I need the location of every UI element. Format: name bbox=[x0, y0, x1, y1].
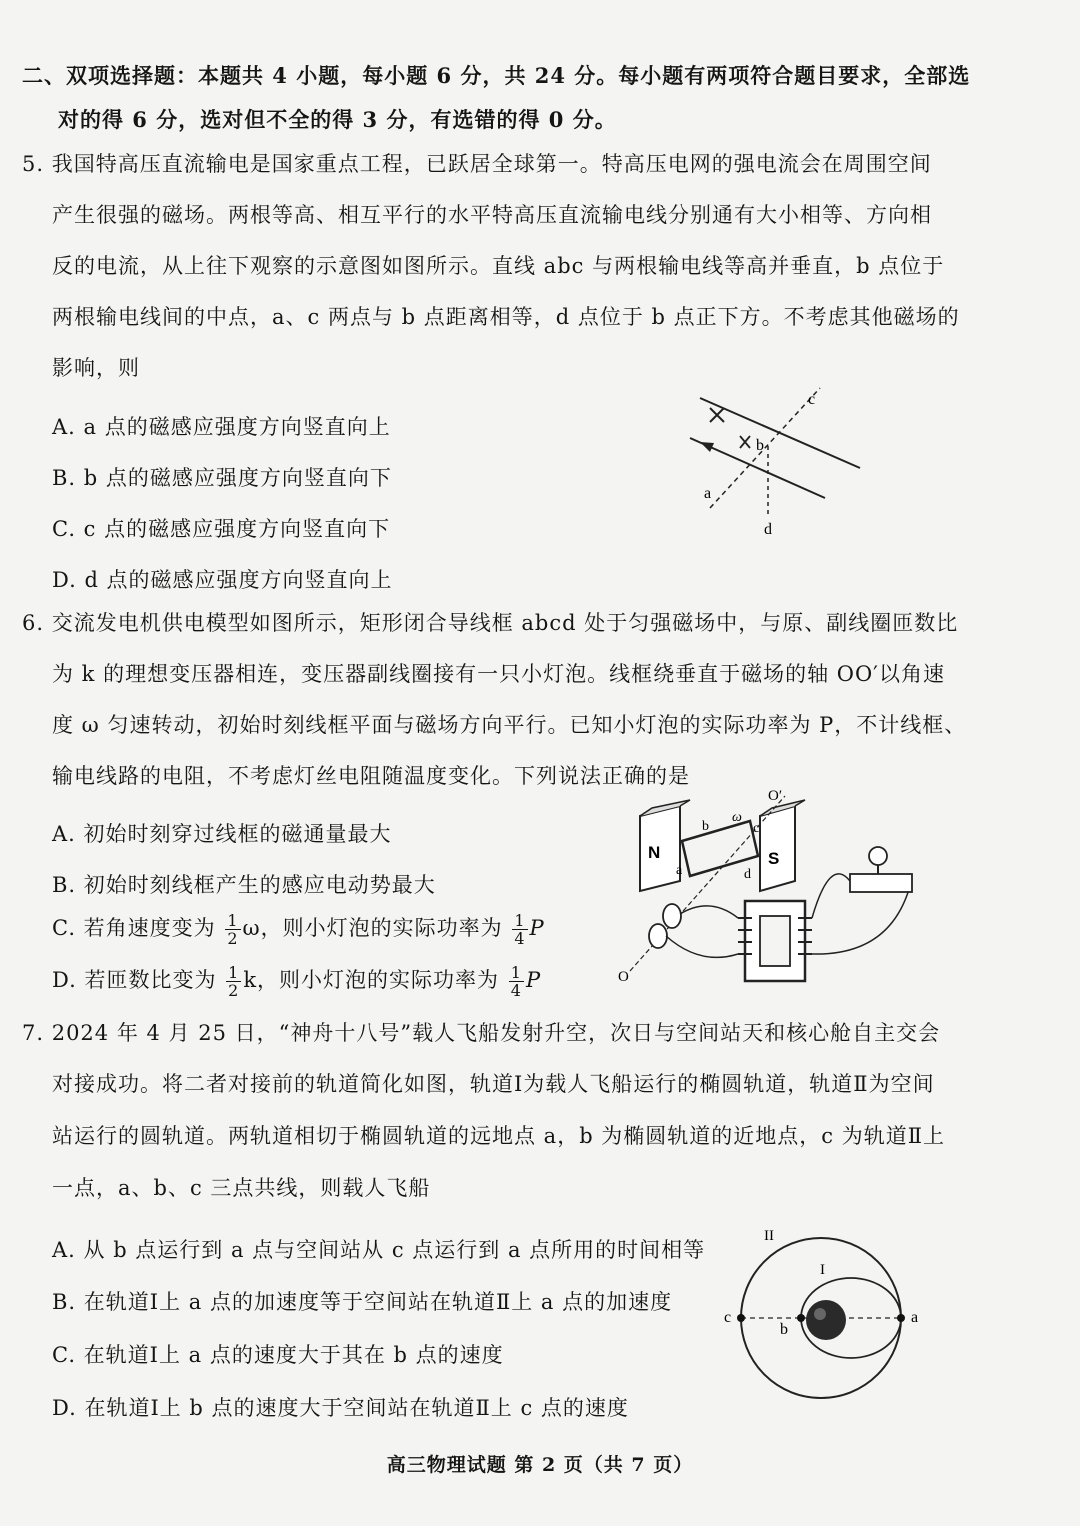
fraction-half: $\frac{1}{2}$ bbox=[228, 963, 240, 1000]
page-footer: 高三物理试题 第 2 页（共 7 页） bbox=[386, 1454, 694, 1476]
label-a: a bbox=[911, 1309, 919, 1326]
wire-4 bbox=[812, 886, 910, 954]
q6-option-b: B. 初始时刻线框产生的感应电动势最大 bbox=[52, 873, 436, 897]
q5-stem-3: 反的电流，从上往下观察的示意图如图所示。直线 abc 与两根输电线等高并垂直，b 点位于 bbox=[52, 254, 945, 278]
q7-option-b: B. 在轨道Ⅰ上 a 点的加速度等于空间站在轨道Ⅱ上 a 点的加速度 bbox=[52, 1290, 673, 1314]
q6-c-end: P bbox=[529, 916, 545, 940]
wire-1 bbox=[680, 906, 738, 918]
fraction-half: $\frac{1}{2}$ bbox=[227, 911, 239, 948]
label-d: d bbox=[764, 521, 772, 538]
wire-3 bbox=[812, 874, 850, 918]
q6-stem-2: 为 k 的理想变压器相连，变压器副线圈接有一只小灯泡。线框绕垂直于磁场的轴 OO′以角速 bbox=[52, 662, 945, 686]
bulb-base bbox=[850, 874, 912, 892]
q6-stem-3: 度 ω 匀速转动，初始时刻线框平面与磁场方向平行。已知小灯泡的实际功率为 P，不计线框、 bbox=[52, 713, 967, 737]
label-a: a bbox=[676, 863, 683, 878]
q7-orbit-figure bbox=[716, 1222, 936, 1412]
label-b: b bbox=[756, 437, 764, 454]
section-title-cont: 对的得 6 分，选对但不全的得 3 分，有选错的得 0 分。 bbox=[58, 107, 617, 132]
q7-stem-1: 7. 2024 年 4 月 25 日，“神舟十八号”载人飞船发射升空，次日与空间站天和核心舱自主交会 bbox=[22, 1021, 941, 1045]
label-i: I bbox=[820, 1262, 825, 1278]
q7-option-c: C. 在轨道Ⅰ上 a 点的速度大于其在 b 点的速度 bbox=[52, 1343, 504, 1367]
wire-2 bbox=[666, 936, 738, 957]
point-a bbox=[897, 1314, 905, 1322]
label-b: b bbox=[780, 1321, 788, 1338]
label-c: c bbox=[724, 1309, 732, 1326]
earth bbox=[806, 1300, 846, 1340]
q6-option-d bbox=[52, 964, 541, 999]
label-b: b bbox=[702, 819, 709, 834]
slip-ring-1 bbox=[663, 904, 681, 928]
fraction-quarter: $\frac{1}{4}$ bbox=[510, 963, 522, 1000]
lower-wire-arrow bbox=[700, 442, 714, 452]
q5-option-c: C. c 点的磁感应强度方向竖直向下 bbox=[52, 517, 391, 541]
q5-option-b: B. b 点的磁感应强度方向竖直向下 bbox=[52, 466, 392, 490]
q5-stem-2: 产生很强的磁场。两根等高、相互平行的水平特高压直流输电线分别通有大小相等、方向相 bbox=[52, 203, 932, 227]
bulb bbox=[869, 847, 887, 865]
label-n: N bbox=[648, 843, 661, 862]
q7-option-d: D. 在轨道Ⅰ上 b 点的速度大于空间站在轨道Ⅱ上 c 点的速度 bbox=[52, 1396, 629, 1420]
q6-c-middle: ω，则小灯泡的实际功率为 bbox=[242, 916, 503, 940]
label-omega: ω bbox=[732, 810, 742, 825]
cross-mark-1 bbox=[710, 408, 724, 422]
point-c bbox=[737, 1314, 745, 1322]
q7-stem-3: 站运行的圆轨道。两轨道相切于椭圆轨道的远地点 a，b 为椭圆轨道的近地点，c 为轨道Ⅱ上 bbox=[52, 1124, 946, 1148]
q6-option-a: A. 初始时刻穿过线框的磁通量最大 bbox=[52, 822, 392, 846]
label-a: a bbox=[704, 485, 712, 502]
q6-d-end: P bbox=[525, 968, 542, 992]
q5-stem-5: 影响，则 bbox=[52, 356, 140, 380]
label-s: S bbox=[768, 849, 780, 868]
label-ii: II bbox=[764, 1228, 774, 1244]
line-abc bbox=[710, 388, 820, 508]
q5-power-lines-figure bbox=[680, 378, 880, 543]
q5-option-d: D. d 点的磁感应强度方向竖直向上 bbox=[52, 568, 393, 592]
point-b bbox=[797, 1314, 805, 1322]
q6-generator-figure bbox=[610, 786, 930, 996]
cross-mark-2 bbox=[740, 436, 750, 448]
q6-stem-4: 输电线路的电阻，不考虑灯丝电阻随温度变化。下列说法正确的是 bbox=[52, 764, 690, 788]
label-c: c bbox=[753, 821, 760, 836]
label-o: O bbox=[618, 969, 629, 985]
label-c: c bbox=[808, 391, 816, 408]
q6-option-c bbox=[52, 912, 545, 947]
q6-stem-1: 6. 交流发电机供电模型如图所示，矩形闭合导线框 abcd 处于匀强磁场中，与原、副线圈匝数比 bbox=[22, 611, 959, 635]
label-d: d bbox=[744, 867, 751, 882]
q6-c-prefix: C. 若角速度变为 bbox=[52, 916, 216, 940]
label-o-prime: O′ bbox=[768, 788, 783, 804]
section-title: 二、双项选择题：本题共 4 小题，每小题 6 分，共 24 分。每小题有两项符合题目要求，全部选 bbox=[22, 63, 971, 88]
q6-d-middle: k，则小灯泡的实际功率为 bbox=[243, 968, 500, 992]
q7-stem-4: 一点，a、b、c 三点共线，则载人飞船 bbox=[52, 1176, 431, 1200]
fraction-quarter: $\frac{1}{4}$ bbox=[514, 911, 526, 948]
q5-option-a: A. a 点的磁感应强度方向竖直向上 bbox=[52, 415, 391, 439]
q7-option-a: A. 从 b 点运行到 a 点与空间站从 c 点运行到 a 点所用的时间相等 bbox=[52, 1238, 706, 1262]
slip-ring-2 bbox=[649, 924, 667, 948]
q5-stem-4: 两根输电线间的中点，a、c 两点与 b 点距离相等，d 点位于 b 点正下方。不考虑其他磁场的 bbox=[52, 305, 960, 329]
q7-stem-2: 对接成功。将二者对接前的轨道简化如图，轨道Ⅰ为载人飞船运行的椭圆轨道，轨道Ⅱ为空间 bbox=[52, 1072, 935, 1096]
q6-d-prefix: D. 若匝数比变为 bbox=[52, 968, 217, 992]
q5-stem-1: 5. 我国特高压直流输电是国家重点工程，已跃居全球第一。特高压电网的强电流会在周围空间 bbox=[22, 152, 932, 176]
